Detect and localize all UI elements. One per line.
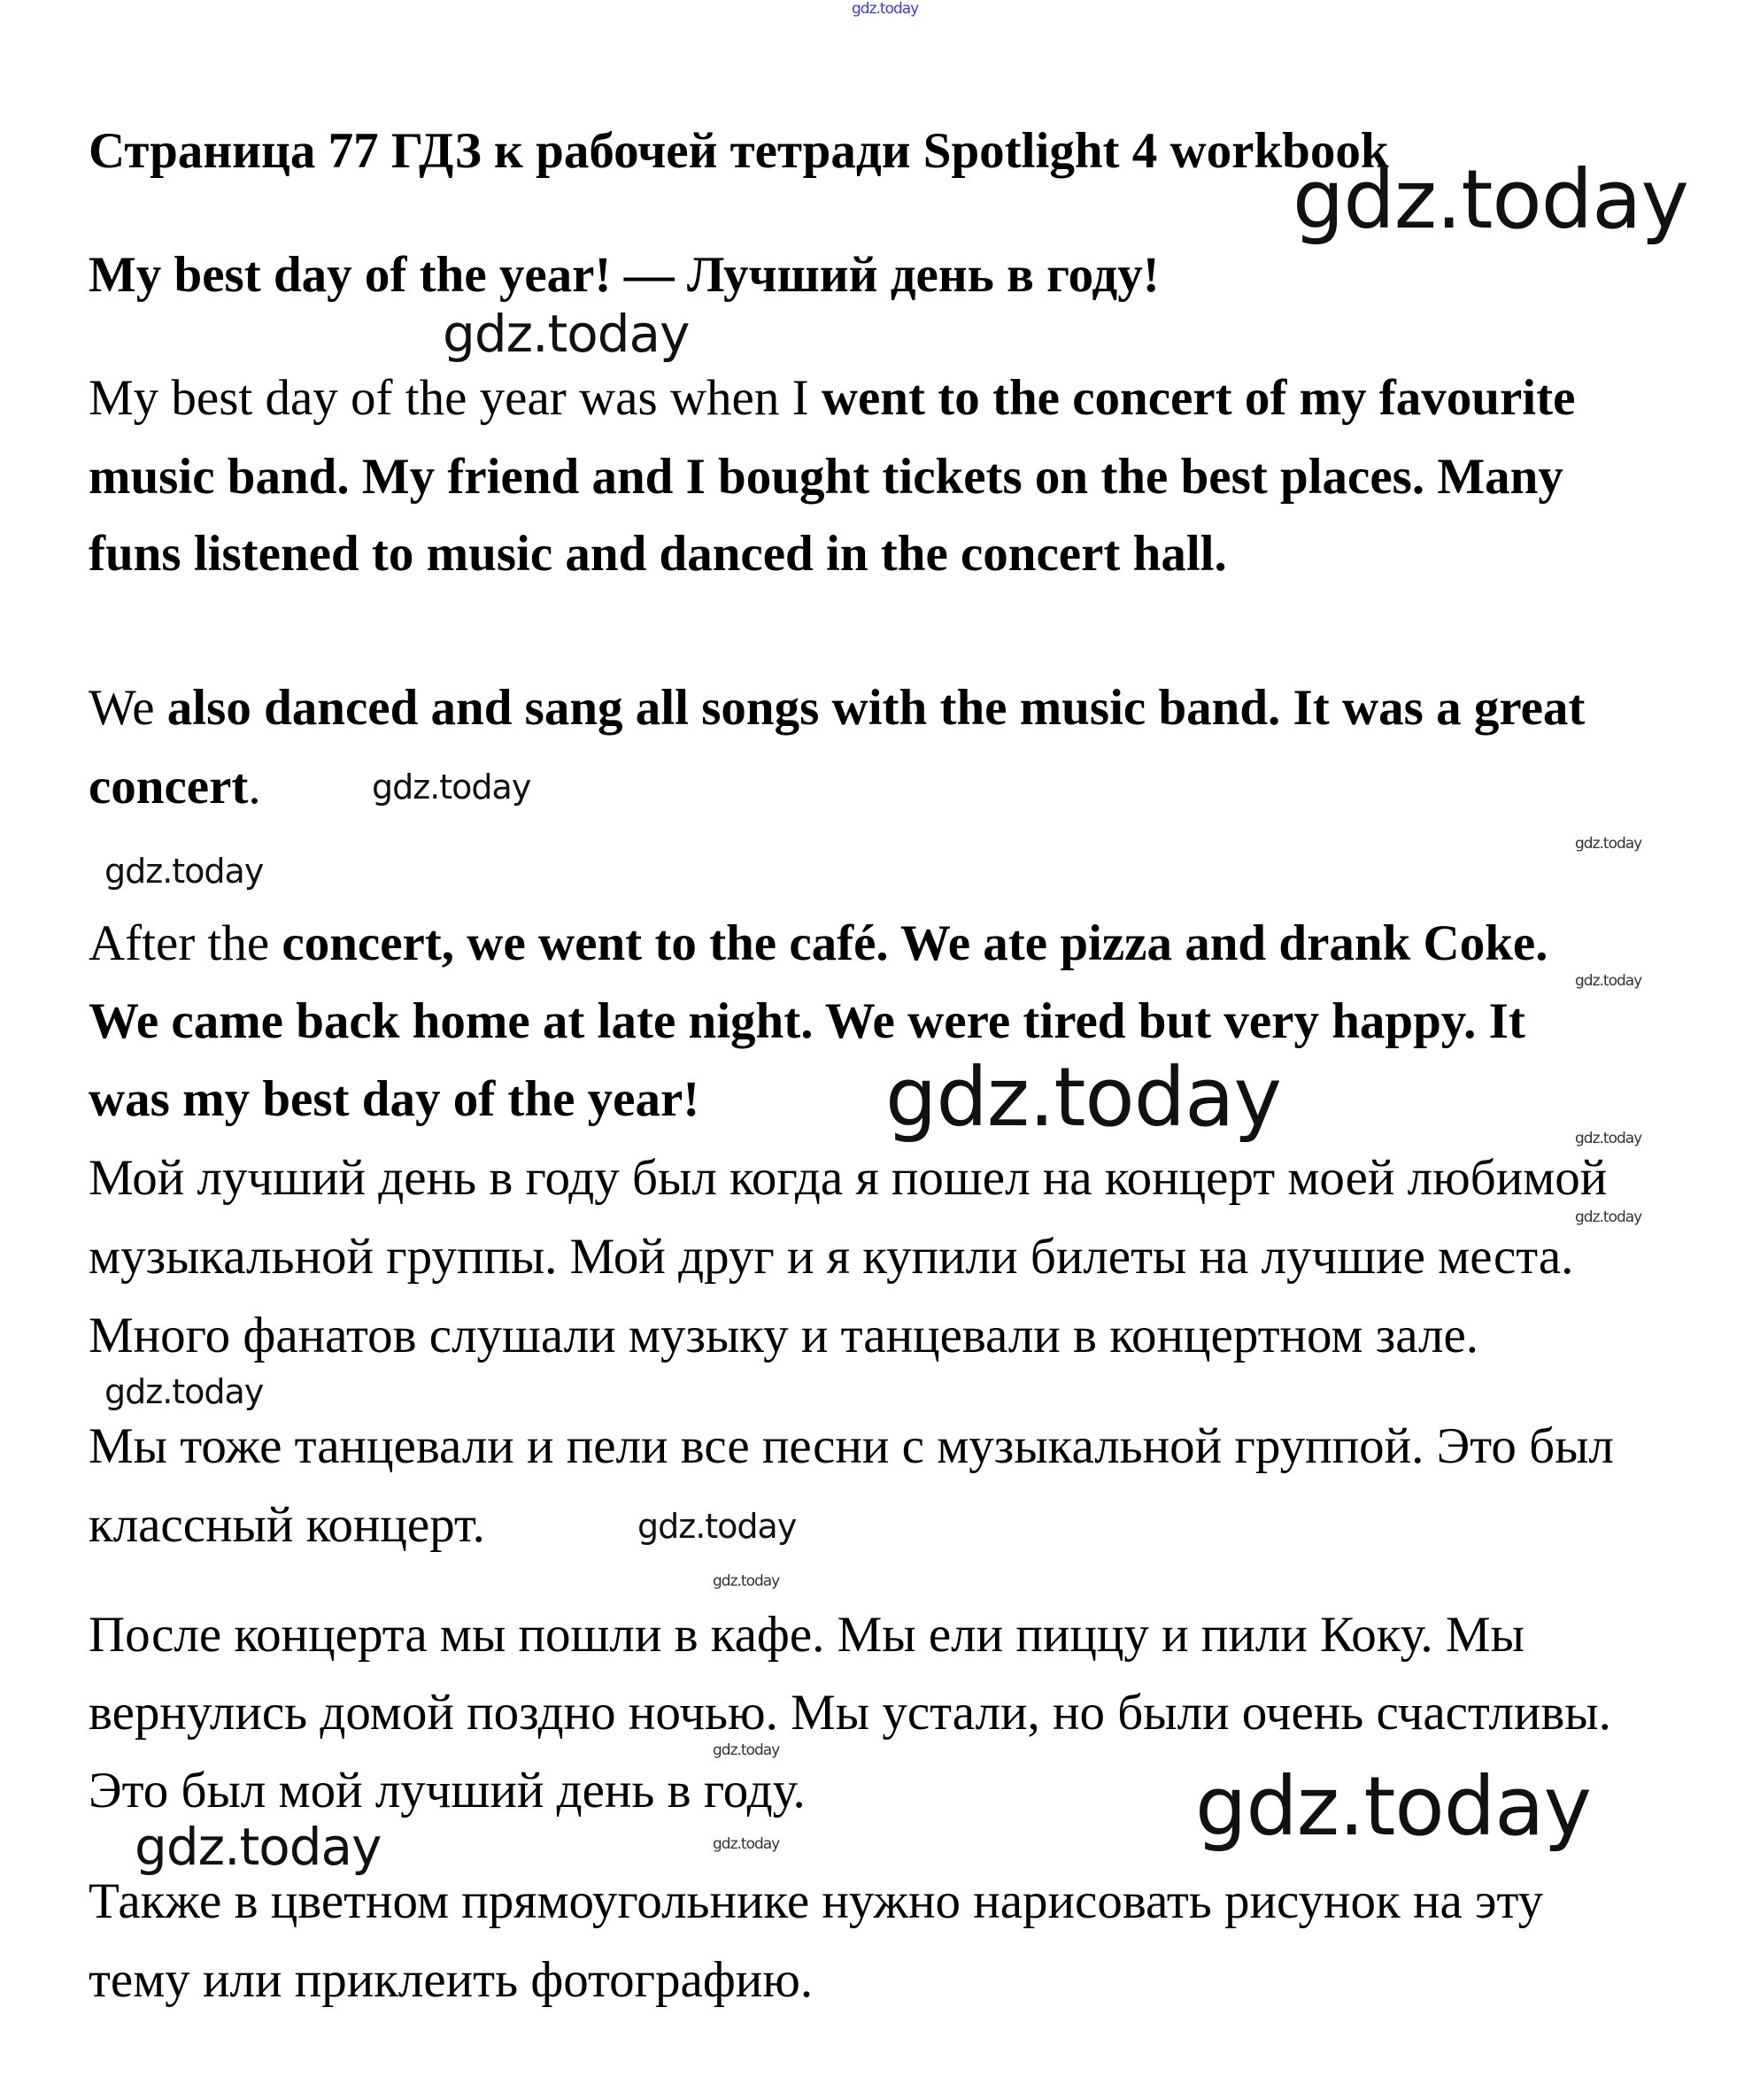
ru-note-line: Также в цветном прямоугольнике нужно нарисовать рисунок на эту: [89, 1873, 1544, 1929]
ru-note-line: тему или приклеить фотографию.: [89, 1952, 814, 2008]
en-line: funs listened to music and danced in the concert hall.: [89, 526, 1227, 582]
en-line: We came back home at late night. We were tired but very happy. It: [89, 993, 1525, 1049]
ru-line: Мы тоже танцевали и пели все песни с музыкальной группой. Это был: [89, 1418, 1614, 1474]
watermark: gdz.today: [713, 1835, 780, 1853]
ru-line: Это был мой лучший день в году.: [89, 1763, 806, 1818]
watermark: gdz.today: [1575, 972, 1642, 990]
en-line: [89, 915, 1548, 972]
watermark: gdz.today: [372, 768, 531, 807]
en-line: [89, 680, 1585, 737]
text-normal: After the: [89, 915, 282, 971]
en-line: music band. My friend and I bought tickets on the best places. Many: [89, 449, 1563, 505]
watermark: gdz.today: [104, 1372, 264, 1411]
en-line: [89, 370, 1575, 427]
watermark: gdz.today: [104, 852, 264, 891]
watermark: gdz.today: [1575, 1130, 1642, 1147]
ru-line: Много фанатов слушали музыку и танцевали в концертном зале.: [89, 1308, 1479, 1363]
watermark: gdz.today: [1575, 835, 1642, 853]
ru-line: После концерта мы пошли в кафе. Мы ели пиццу и пили Коку. Мы: [89, 1607, 1525, 1663]
ru-line: классный концерт.: [89, 1497, 485, 1553]
text-bold: concert, we went to the café. We ate pizza and drank Coke.: [282, 915, 1548, 971]
en-line: was my best day of the year!: [89, 1071, 700, 1127]
watermark: gdz.today: [1195, 1759, 1591, 1854]
en-line: [89, 759, 261, 815]
ru-line: Мой лучший день в году был когда я пошел на концерт моей любимой: [89, 1150, 1608, 1206]
watermark: gdz.today: [135, 1817, 382, 1877]
page-title: Страница 77 ГДЗ к рабочей тетради Spotlight 4 workbook: [89, 123, 1389, 179]
text-normal: .: [248, 759, 261, 815]
watermark: gdz.today: [1575, 1208, 1642, 1226]
text-bold: also danced and sang all songs with the music band. It was a great: [166, 680, 1586, 736]
text-normal: We: [89, 680, 167, 736]
watermark: gdz.today: [852, 0, 919, 18]
text-bold: went to the concert of my favourite: [821, 370, 1576, 426]
text-bold: concert: [89, 759, 249, 815]
watermark: gdz.today: [1293, 152, 1688, 247]
section-heading: My best day of the year! — Лучший день в году!: [89, 247, 1160, 303]
watermark: gdz.today: [713, 1572, 780, 1590]
watermark: gdz.today: [637, 1507, 797, 1546]
watermark: gdz.today: [885, 1050, 1281, 1145]
text-normal: My best day of the year was when I: [89, 370, 822, 426]
ru-line: вернулись домой поздно ночью. Мы устали, но были очень счастливы.: [89, 1685, 1611, 1741]
ru-line: музыкальной группы. Мой друг и я купили билеты на лучшие места.: [89, 1229, 1574, 1285]
watermark: gdz.today: [443, 304, 690, 364]
watermark: gdz.today: [713, 1741, 780, 1759]
